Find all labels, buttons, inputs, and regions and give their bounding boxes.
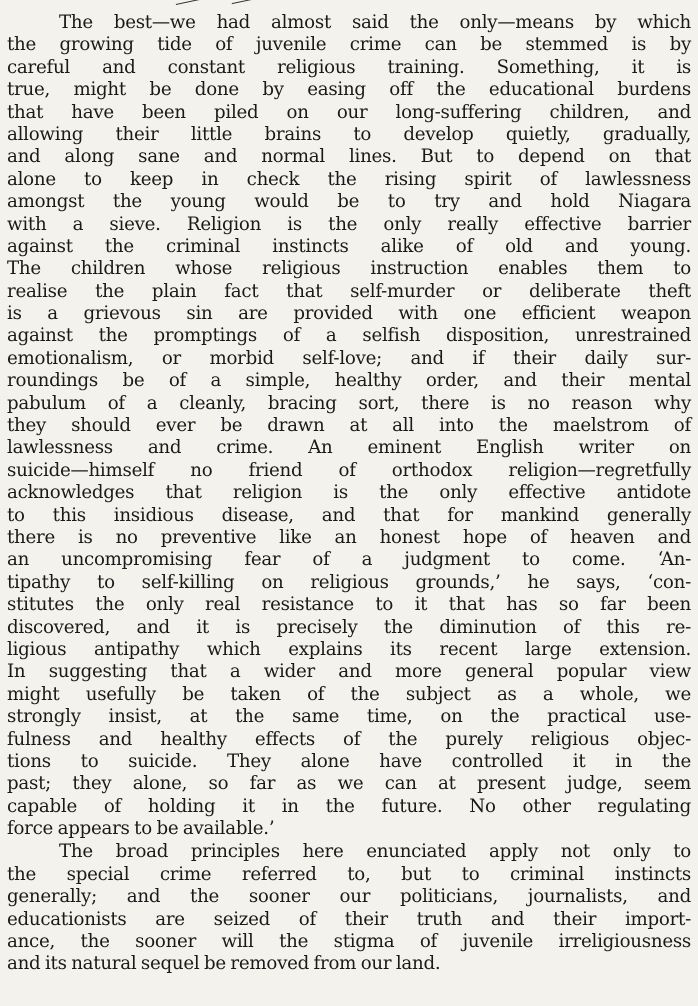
text-line: acknowledges that religion is the only effective antidote bbox=[7, 482, 691, 504]
text-line: the special crime referred to, but to criminal instincts bbox=[7, 863, 691, 885]
text-line: alone to keep in check the rising spirit of lawlessness bbox=[7, 168, 691, 190]
text-line: ance, the sooner will the stigma of juvenile irreligiousness bbox=[7, 931, 691, 953]
text-line: The children whose religious instruction enables them to bbox=[7, 258, 691, 280]
text-line: pabulum of a cleanly, bracing sort, there is no reason why bbox=[7, 392, 691, 414]
text-line: amongst the young would be to try and hold Niagara bbox=[7, 191, 691, 213]
text-line: force appears to be available.’ bbox=[7, 818, 275, 840]
text-line: The best—we had almost said the only—means by which bbox=[59, 12, 691, 33]
text-line: they should ever be drawn at all into the maelstrom of bbox=[7, 415, 691, 437]
text-line: ligious antipathy which explains its recent large extension. bbox=[7, 638, 691, 660]
text-line: discovered, and it is precisely the diminution of this re- bbox=[7, 616, 691, 638]
text-line: to this insidious disease, and that for mankind generally bbox=[7, 504, 691, 526]
text-line: past; they alone, so far as we can at present judge, seem bbox=[7, 773, 691, 795]
text-line: emotionalism, or morbid self-love; and if their daily sur- bbox=[7, 347, 691, 369]
text-line: educationists are seized of their truth and their import- bbox=[7, 908, 691, 930]
text-line: against the criminal instincts alike of old and young. bbox=[7, 235, 691, 257]
text-line: against the promptings of a selfish disposition, unrestrained bbox=[7, 325, 691, 347]
text-line: lawlessness and crime. An eminent English writer on bbox=[7, 437, 691, 459]
text-line: fulness and healthy effects of the purely religious objec- bbox=[7, 728, 691, 750]
print-mark bbox=[232, 0, 263, 9]
text-line: allowing their little brains to develop quietly, gradually, bbox=[7, 123, 691, 145]
text-line: the growing tide of juvenile crime can be stemmed is by bbox=[7, 34, 691, 56]
text-line: and its natural sequel be removed from our land. bbox=[7, 953, 441, 975]
text-line: and along sane and normal lines. But to depend on that bbox=[7, 146, 691, 168]
print-mark bbox=[176, 0, 214, 10]
text-line: suicide—himself no friend of orthodox religion—regretfully bbox=[7, 459, 691, 481]
text-line: there is no preventive like an honest hope of heaven and bbox=[7, 526, 691, 548]
text-line: careful and constant religious training. Something, it is bbox=[7, 56, 691, 78]
text-line: an uncompromising fear of a judgment to come. ‘An- bbox=[7, 549, 691, 571]
text-line: true, might be done by easing off the educational burdens bbox=[7, 79, 691, 101]
text-line: is a grievous sin are provided with one efficient weapon bbox=[7, 303, 691, 325]
text-line: roundings be of a simple, healthy order, and their mental bbox=[7, 370, 691, 392]
text-line: realise the plain fact that self-murder or deliberate theft bbox=[7, 280, 691, 302]
article-column bbox=[7, 12, 691, 976]
text-line: stitutes the only real resistance to it that has so far been bbox=[7, 594, 691, 616]
text-line: that have been piled on our long-suffering children, and bbox=[7, 101, 691, 123]
text-line: tipathy to self-killing on religious grounds,’ he says, ‘con- bbox=[7, 571, 691, 593]
text-line: The broad principles here enunciated apply not only to bbox=[59, 841, 691, 863]
text-line: generally; and the sooner our politicians, journalists, and bbox=[7, 886, 691, 908]
text-line: In suggesting that a wider and more general popular view bbox=[7, 661, 691, 683]
text-line: tions to suicide. They alone have controlled it in the bbox=[7, 750, 691, 772]
text-line: capable of holding it in the future. No other regulating bbox=[7, 795, 691, 817]
text-line: with a sieve. Religion is the only really effective barrier bbox=[7, 213, 691, 235]
text-line: might usefully be taken of the subject as a whole, we bbox=[7, 683, 691, 705]
text-line: strongly insist, at the same time, on the practical use- bbox=[7, 706, 691, 728]
